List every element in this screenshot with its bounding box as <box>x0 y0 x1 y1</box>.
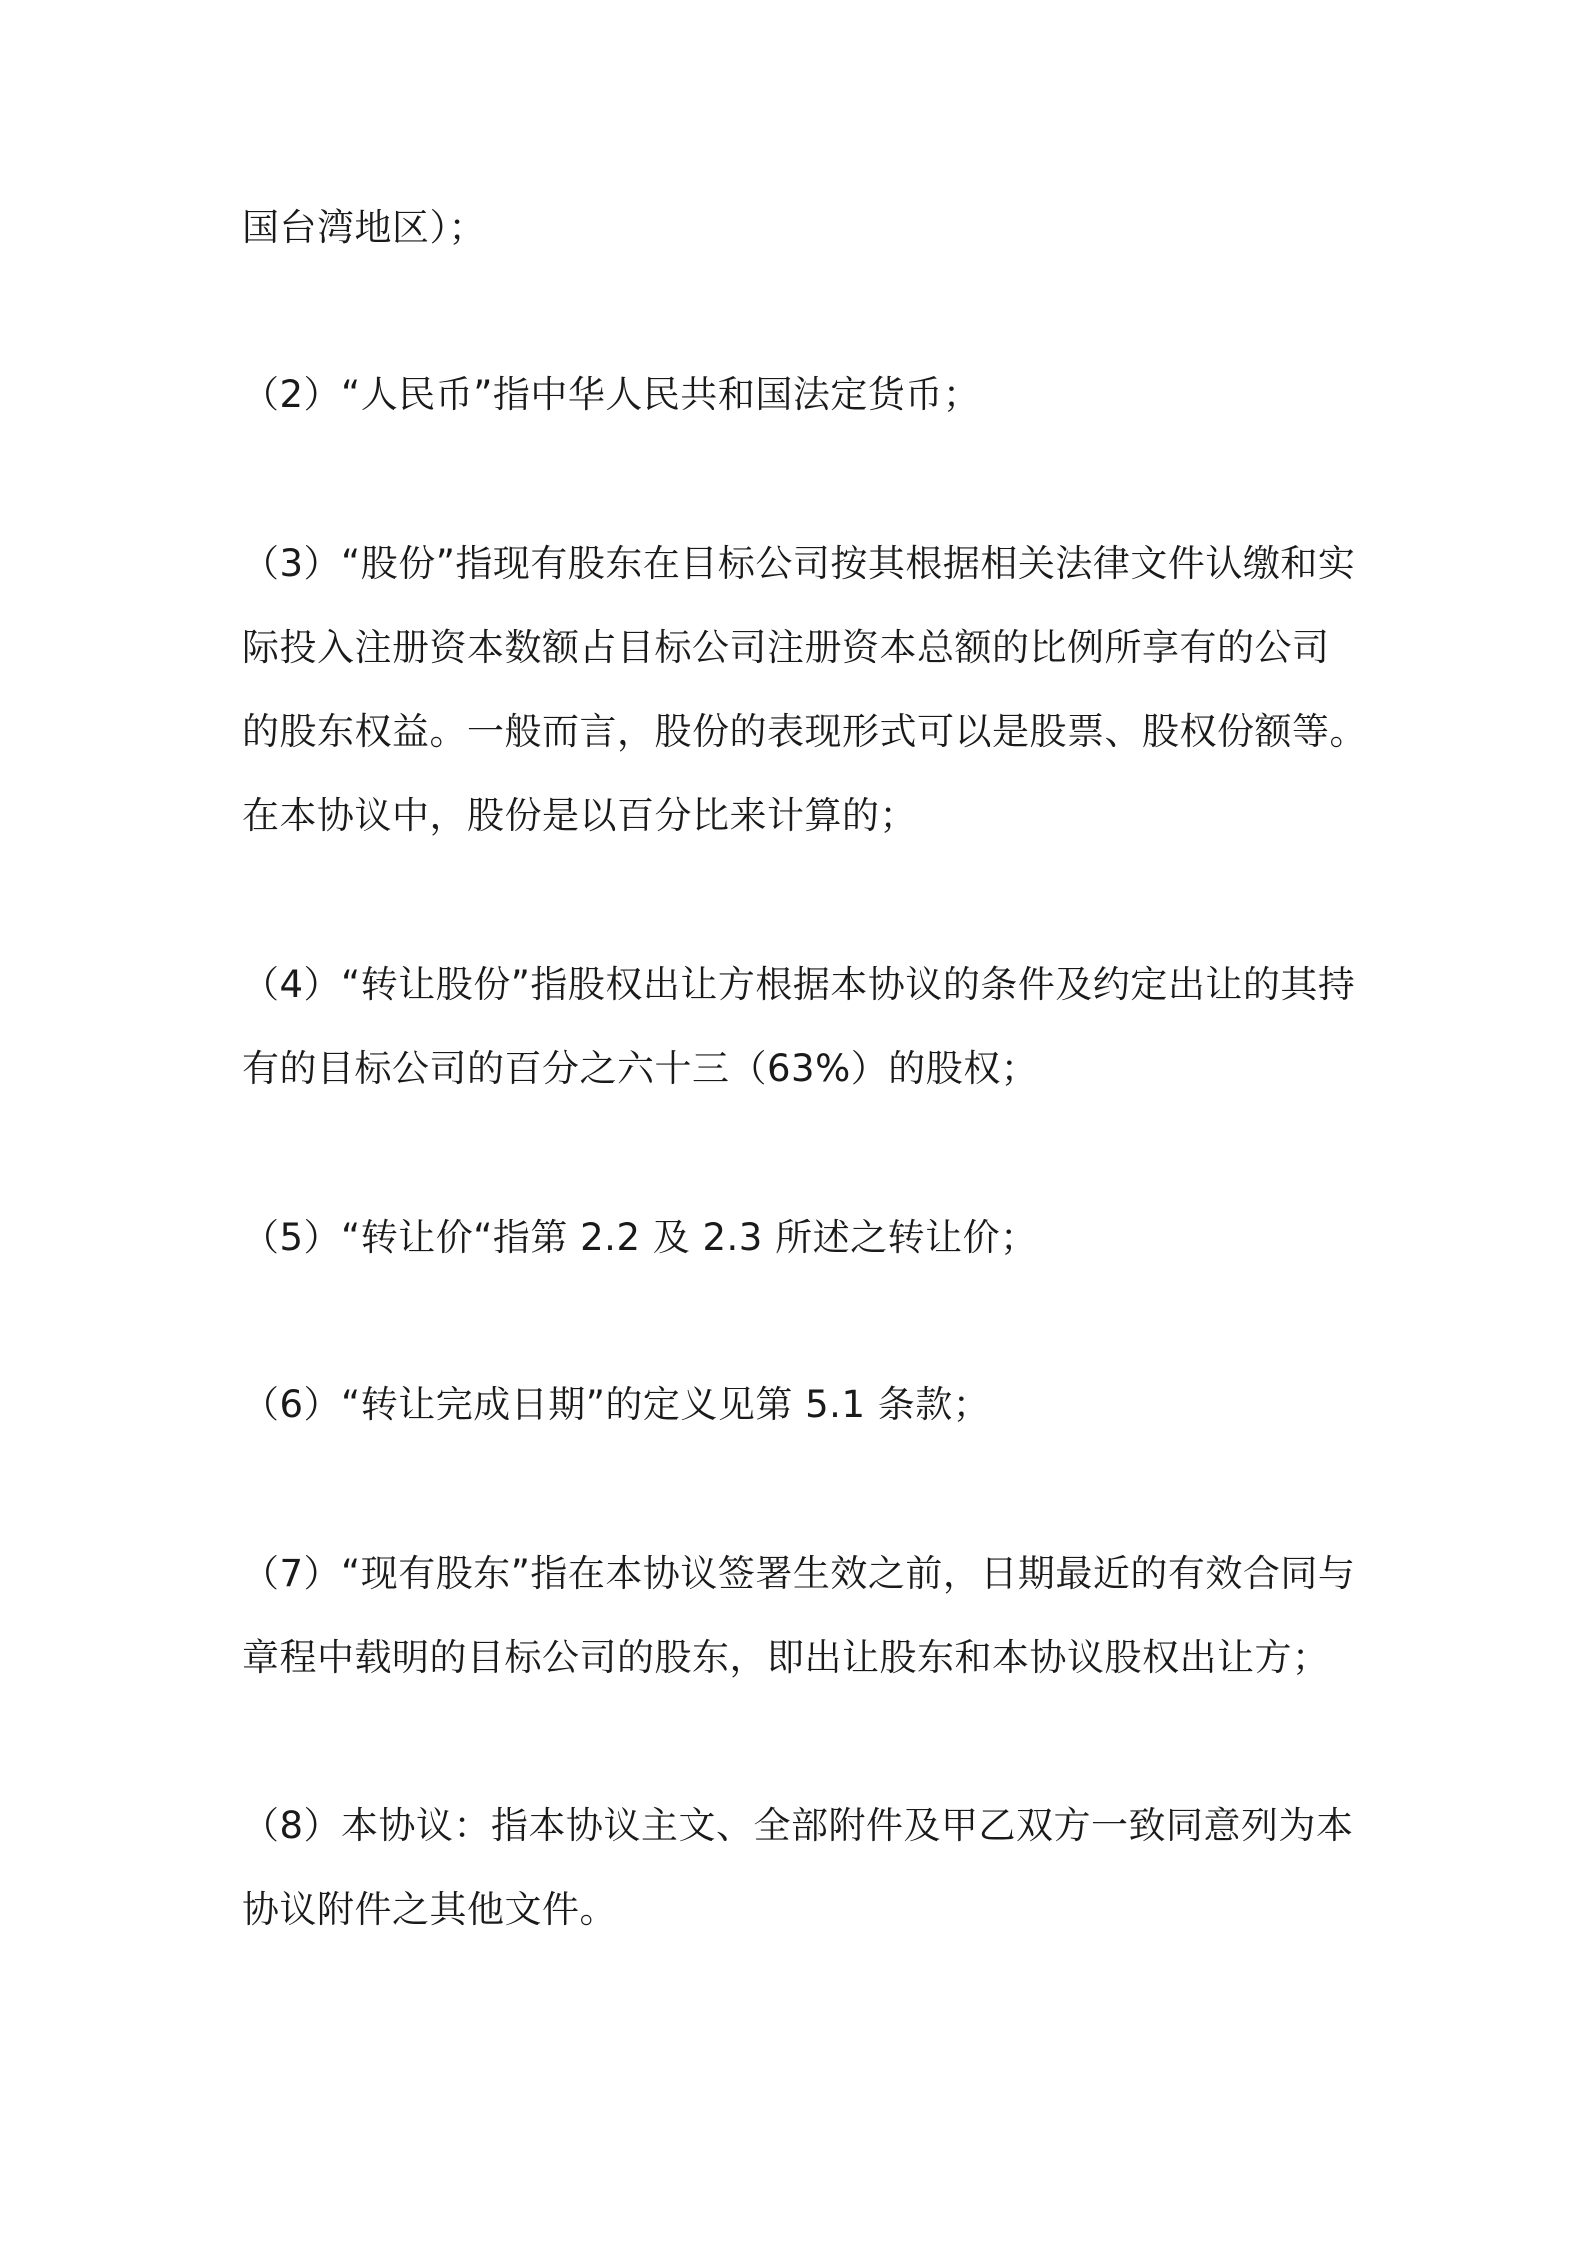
text-line: 有的目标公司的百分之六十三（63%）的股权； <box>242 1047 1039 1090</box>
text-line: （2）“人民币”指中华人民共和国法定货币； <box>242 373 981 416</box>
text-line: （3）“股份”指现有股东在目标公司按其根据相关法律文件认缴和实 <box>242 542 1356 585</box>
text-line: 的股东权益。一般而言，股份的表现形式可以是股票、股权份额等。 <box>242 710 1367 753</box>
definition-completion-date <box>242 1363 1362 1447</box>
paragraph-continuation <box>242 186 1362 270</box>
definition-shares <box>242 522 1367 858</box>
definition-rmb <box>242 353 1362 437</box>
text-line: （4）“转让股份”指股权出让方根据本协议的条件及约定出让的其持 <box>242 963 1356 1006</box>
definition-transfer-shares <box>242 943 1362 1111</box>
text-line: （7）“现有股东”指在本协议签署生效之前，日期最近的有效合同与 <box>242 1552 1356 1595</box>
text-line: （8）本协议：指本协议主文、全部附件及甲乙双方一致同意列为本 <box>242 1804 1354 1847</box>
text-line: 章程中载明的目标公司的股东，即出让股东和本协议股权出让方； <box>242 1636 1330 1679</box>
text-line: 国台湾地区）； <box>242 206 486 249</box>
text-line: （6）“转让完成日期”的定义见第 5.1 条款； <box>242 1383 991 1426</box>
text-line: 际投入注册资本数额占目标公司注册资本总额的比例所享有的公司 <box>242 626 1330 669</box>
text-line: 协议附件之其他文件。 <box>242 1888 617 1931</box>
definition-existing-shareholders <box>242 1532 1362 1700</box>
definition-this-agreement <box>242 1784 1362 1952</box>
definition-transfer-price <box>242 1196 1362 1280</box>
text-line: （5）“转让价“指第 2.2 及 2.3 所述之转让价； <box>242 1216 1038 1259</box>
text-line: 在本协议中，股份是以百分比来计算的； <box>242 794 917 837</box>
